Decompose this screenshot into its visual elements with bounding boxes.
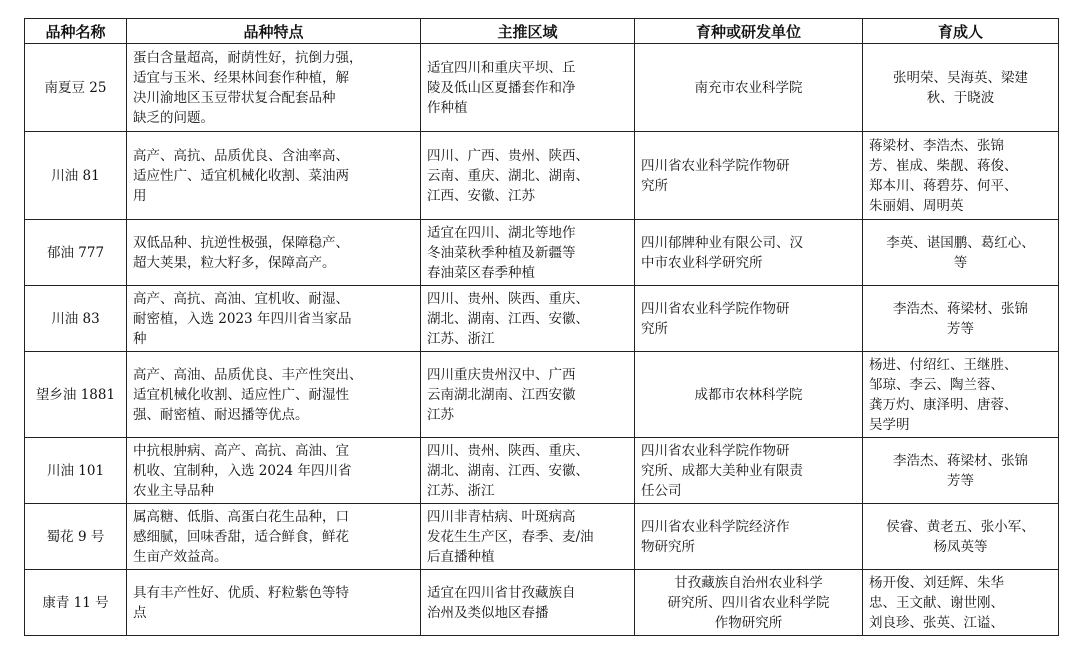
- cell-variety-name: 川油 81: [25, 132, 127, 220]
- cell-features: 中抗根肿病、高产、高抗、高油、宜 机收、宜制种，入选 2024 年四川省 农业主导品种: [127, 438, 421, 504]
- cell-features: 双低品种、抗逆性极强，保障稳产、 超大荚果，粒大籽多，保障高产。: [127, 220, 421, 286]
- header-breeding-unit: 育种或研发单位: [635, 19, 863, 44]
- cell-region: 四川非青枯病、叶斑病高 发花生生产区，春季、麦/油 后直播种植: [421, 504, 635, 570]
- cell-breeders: 张明荣、吴海英、梁建 秋、于晓波: [863, 44, 1059, 132]
- cell-features: 高产、高抗、高油、宜机收、耐湿、 耐密植，入选 2023 年四川省当家品 种: [127, 286, 421, 352]
- cell-variety-name: 川油 83: [25, 286, 127, 352]
- cell-breeders: 李浩杰、蒋梁材、张锦 芳等: [863, 438, 1059, 504]
- variety-table: [24, 18, 1059, 636]
- cell-breeding-unit: 四川郁牌种业有限公司、汉 中市农业科学研究所: [635, 220, 863, 286]
- cell-variety-name: 望乡油 1881: [25, 352, 127, 438]
- cell-breeders: 蒋梁材、李浩杰、张锦 芳、崔成、柴靓、蒋俊、 郑本川、蒋碧芬、何平、 朱丽娟、周明英: [863, 132, 1059, 220]
- cell-variety-name: 川油 101: [25, 438, 127, 504]
- table-row: [25, 220, 1059, 286]
- cell-region: 四川、贵州、陕西、重庆、 湖北、湖南、江西、安徽、 江苏、浙江: [421, 286, 635, 352]
- cell-features: 属高糖、低脂、高蛋白花生品种，口 感细腻，回味香甜，适合鲜食，鲜花 生亩产效益高。: [127, 504, 421, 570]
- cell-features: 高产、高抗、品质优良、含油率高、 适应性广、适宜机械化收割、菜油两 用: [127, 132, 421, 220]
- cell-breeding-unit: 甘孜藏族自治州农业科学 研究所、四川省农业科学院 作物研究所: [635, 570, 863, 636]
- table-row: [25, 504, 1059, 570]
- header-features: 品种特点: [127, 19, 421, 44]
- cell-features: 具有丰产性好、优质、籽粒紫色等特 点: [127, 570, 421, 636]
- header-region: 主推区域: [421, 19, 635, 44]
- cell-breeders: 侯睿、黄老五、张小军、 杨凤英等: [863, 504, 1059, 570]
- cell-features: 高产、高油、品质优良、丰产性突出、 适宜机械化收割、适应性广、耐湿性 强、耐密植、耐迟播等优点。: [127, 352, 421, 438]
- table-row: [25, 352, 1059, 438]
- cell-breeding-unit: 四川省农业科学院作物研 究所: [635, 286, 863, 352]
- cell-breeding-unit: 南充市农业科学院: [635, 44, 863, 132]
- cell-region: 四川、广西、贵州、陕西、 云南、重庆、湖北、湖南、 江西、安徽、江苏: [421, 132, 635, 220]
- table-row: [25, 286, 1059, 352]
- cell-breeders: 李浩杰、蒋梁材、张锦 芳等: [863, 286, 1059, 352]
- table-row: [25, 570, 1059, 636]
- cell-breeding-unit: 四川省农业科学院作物研 究所: [635, 132, 863, 220]
- header-breeders: 育成人: [863, 19, 1059, 44]
- cell-variety-name: 蜀花 9 号: [25, 504, 127, 570]
- cell-breeders: 杨进、付绍红、王继胜、 邹琼、李云、陶兰蓉、 龚万灼、康泽明、唐蓉、 吴学明: [863, 352, 1059, 438]
- cell-breeders: 李英、谌国鹏、葛红心、 等: [863, 220, 1059, 286]
- cell-region: 适宜在四川省甘孜藏族自 治州及类似地区春播: [421, 570, 635, 636]
- cell-region: 四川重庆贵州汉中、广西 云南湖北湖南、江西安徽 江苏: [421, 352, 635, 438]
- cell-region: 四川、贵州、陕西、重庆、 湖北、湖南、江西、安徽、 江苏、浙江: [421, 438, 635, 504]
- variety-table-container: [24, 18, 1058, 636]
- cell-breeders: 杨开俊、刘廷辉、朱华 忠、王文献、谢世刚、 刘良珍、张英、江谥、: [863, 570, 1059, 636]
- table-row: [25, 44, 1059, 132]
- header-variety-name: 品种名称: [25, 19, 127, 44]
- cell-features: 蛋白含量超高，耐荫性好，抗倒力强， 适宜与玉米、经果林间套作种植，解 决川渝地区玉豆带状复合配套品种 缺乏的问题。: [127, 44, 421, 132]
- cell-breeding-unit: 四川省农业科学院作物研 究所、成都大美种业有限责 任公司: [635, 438, 863, 504]
- cell-breeding-unit: 成都市农林科学院: [635, 352, 863, 438]
- cell-region: 适宜四川和重庆平坝、丘 陵及低山区夏播套作和净 作种植: [421, 44, 635, 132]
- cell-variety-name: 南夏豆 25: [25, 44, 127, 132]
- table-row: [25, 438, 1059, 504]
- table-header-row: [25, 19, 1059, 44]
- cell-region: 适宜在四川、湖北等地作 冬油菜秋季种植及新疆等 春油菜区春季种植: [421, 220, 635, 286]
- cell-variety-name: 郁油 777: [25, 220, 127, 286]
- cell-variety-name: 康青 11 号: [25, 570, 127, 636]
- cell-breeding-unit: 四川省农业科学院经济作 物研究所: [635, 504, 863, 570]
- table-row: [25, 132, 1059, 220]
